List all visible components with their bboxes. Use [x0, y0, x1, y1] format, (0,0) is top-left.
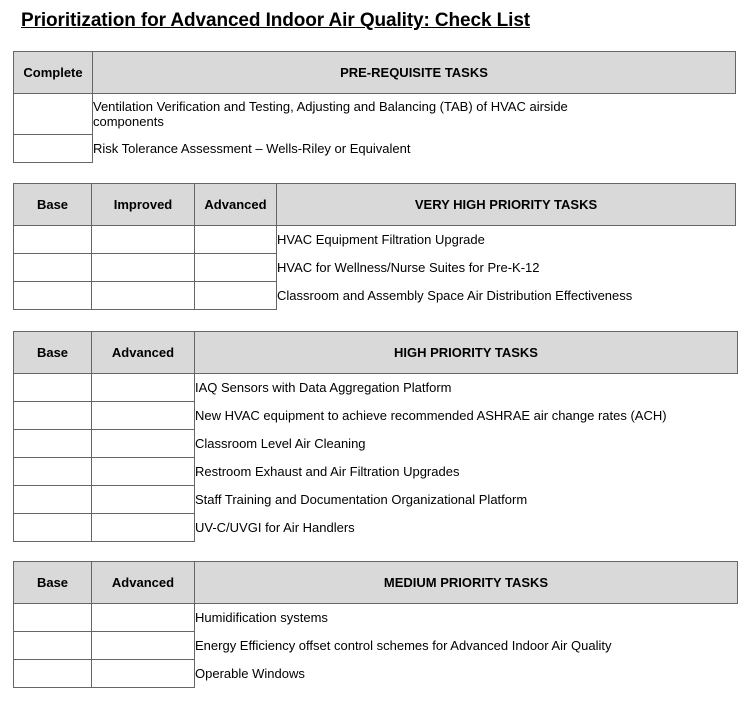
task-label: Humidification systems	[195, 604, 738, 632]
task-label: Energy Efficiency offset control schemes for Advanced Indoor Air Quality	[195, 632, 738, 660]
advanced-checkbox[interactable]	[92, 458, 195, 486]
very-high-priority-table	[13, 183, 736, 310]
table-row	[14, 632, 738, 660]
section-heading-prerequisite: PRE-REQUISITE TASKS	[93, 52, 736, 94]
column-header-complete: Complete	[14, 52, 93, 94]
task-label: Ventilation Verification and Testing, Adjusting and Balancing (TAB) of HVAC airside components	[93, 94, 736, 135]
advanced-checkbox[interactable]	[195, 282, 277, 310]
advanced-checkbox[interactable]	[92, 604, 195, 632]
complete-checkbox-2[interactable]	[14, 135, 93, 163]
page-title: Prioritization for Advanced Indoor Air Quality: Check List	[21, 10, 531, 31]
base-checkbox[interactable]	[14, 486, 92, 514]
task-label: HVAC Equipment Filtration Upgrade	[277, 226, 736, 254]
table-row	[14, 94, 736, 135]
base-checkbox[interactable]	[14, 374, 92, 402]
table-row	[14, 374, 738, 402]
table-row	[14, 135, 736, 163]
advanced-checkbox[interactable]	[195, 254, 277, 282]
high-priority-table	[13, 331, 738, 542]
base-checkbox[interactable]	[14, 604, 92, 632]
improved-checkbox[interactable]	[92, 282, 195, 310]
table-row	[14, 402, 738, 430]
improved-checkbox[interactable]	[92, 254, 195, 282]
column-header-advanced: Advanced	[195, 184, 277, 226]
table-row	[14, 430, 738, 458]
advanced-checkbox[interactable]	[92, 632, 195, 660]
medium-priority-table	[13, 561, 738, 688]
base-checkbox[interactable]	[14, 226, 92, 254]
task-label: Classroom Level Air Cleaning	[195, 430, 738, 458]
column-header-base: Base	[14, 332, 92, 374]
task-label: Risk Tolerance Assessment – Wells-Riley or Equivalent	[93, 135, 736, 163]
column-header-advanced: Advanced	[92, 562, 195, 604]
table-row	[14, 458, 738, 486]
column-header-advanced: Advanced	[92, 332, 195, 374]
task-label: Classroom and Assembly Space Air Distribution Effectiveness	[277, 282, 736, 310]
base-checkbox[interactable]	[14, 254, 92, 282]
improved-checkbox[interactable]	[92, 226, 195, 254]
task-label: HVAC for Wellness/Nurse Suites for Pre-K-12	[277, 254, 736, 282]
base-checkbox[interactable]	[14, 402, 92, 430]
base-checkbox[interactable]	[14, 632, 92, 660]
advanced-checkbox[interactable]	[92, 374, 195, 402]
column-header-base: Base	[14, 562, 92, 604]
table-row	[14, 486, 738, 514]
table-row	[14, 254, 736, 282]
base-checkbox[interactable]	[14, 458, 92, 486]
complete-checkbox-1[interactable]	[14, 94, 93, 135]
base-checkbox[interactable]	[14, 660, 92, 688]
table-row	[14, 514, 738, 542]
task-label: Operable Windows	[195, 660, 738, 688]
base-checkbox[interactable]	[14, 430, 92, 458]
task-label: Restroom Exhaust and Air Filtration Upgrades	[195, 458, 738, 486]
base-checkbox[interactable]	[14, 282, 92, 310]
table-row	[14, 226, 736, 254]
section-heading-high: HIGH PRIORITY TASKS	[195, 332, 738, 374]
prerequisite-tasks-table	[13, 51, 736, 163]
section-heading-medium: MEDIUM PRIORITY TASKS	[195, 562, 738, 604]
section-heading-very-high: VERY HIGH PRIORITY TASKS	[277, 184, 736, 226]
table-row	[14, 604, 738, 632]
table-row	[14, 660, 738, 688]
advanced-checkbox[interactable]	[195, 226, 277, 254]
task-label: UV-C/UVGI for Air Handlers	[195, 514, 738, 542]
base-checkbox[interactable]	[14, 514, 92, 542]
table-row	[14, 282, 736, 310]
advanced-checkbox[interactable]	[92, 402, 195, 430]
advanced-checkbox[interactable]	[92, 430, 195, 458]
advanced-checkbox[interactable]	[92, 486, 195, 514]
column-header-base: Base	[14, 184, 92, 226]
advanced-checkbox[interactable]	[92, 660, 195, 688]
column-header-improved: Improved	[92, 184, 195, 226]
task-label: IAQ Sensors with Data Aggregation Platform	[195, 374, 738, 402]
task-label: Staff Training and Documentation Organizational Platform	[195, 486, 738, 514]
advanced-checkbox[interactable]	[92, 514, 195, 542]
task-label: New HVAC equipment to achieve recommended ASHRAE air change rates (ACH)	[195, 402, 738, 430]
